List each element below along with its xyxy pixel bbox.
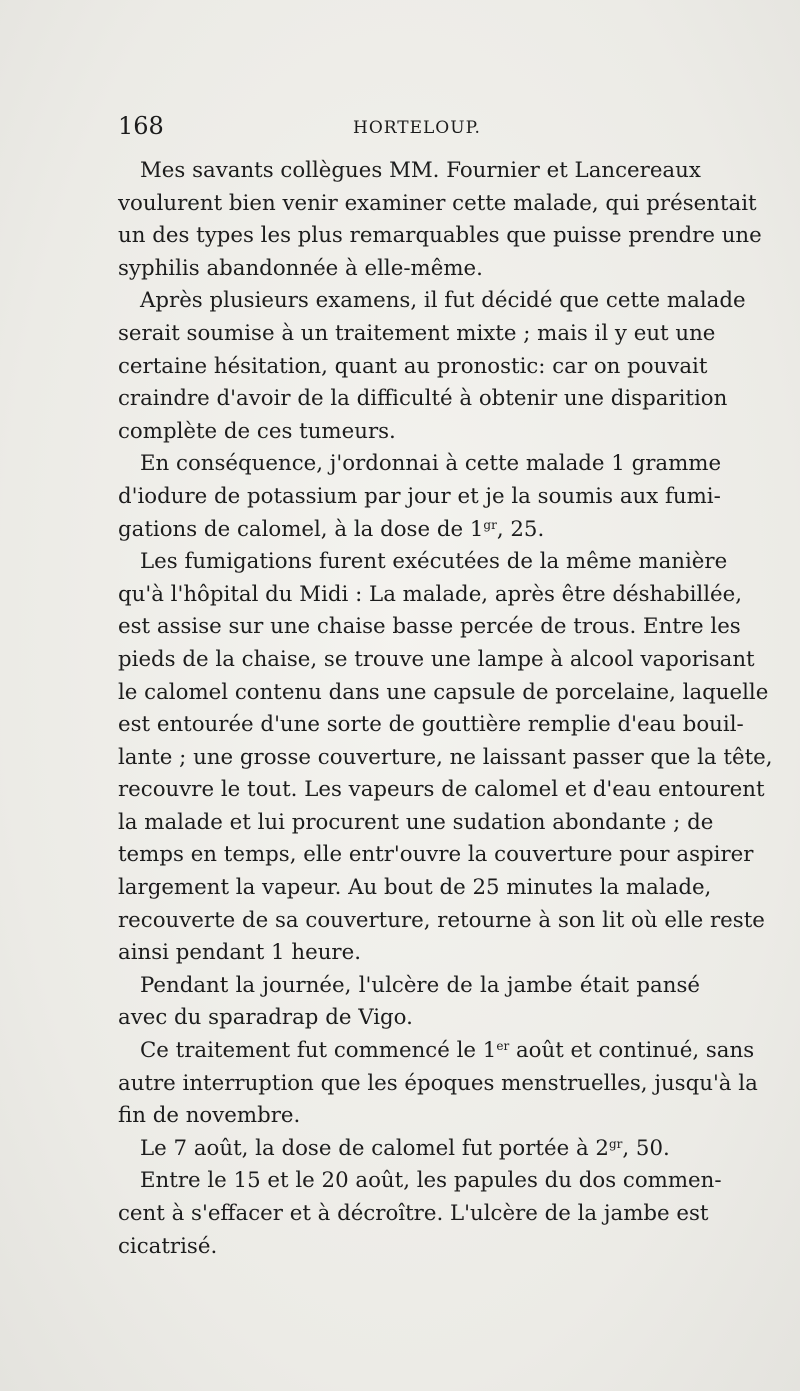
text-line: est entourée d'une sorte de gouttière remplie d'eau bouil- [118,712,744,738]
dose-unit: gr [608,1136,623,1151]
text-line: recouverte de sa couverture, retourne à son lit où elle reste [118,907,765,933]
text-line: ainsi pendant 1 heure. [118,940,361,966]
dose-line [118,514,700,547]
text-line: syphilis abandonnée à elle-même. [118,255,483,281]
text-line: est assise sur une chaise basse percée de trous. Entre les [118,614,741,640]
text-fragment: août et continué, sans [509,1038,755,1064]
paragraph [118,970,700,1035]
dose-value: , 25. [496,516,545,542]
text-line: Pendant la journée, l'ulcère de la jambe était pansé [140,972,700,998]
dose-text: Le 7 août, la dose de calomel fut portée à 2 [140,1135,609,1161]
dose-text: gations de calomel, à la dose de 1 [118,516,484,542]
text-line: craindre d'avoir de la difficulté à obtenir une disparition [118,386,728,412]
text-line: autre interruption que les époques menstruelles, jusqu'à la [118,1070,758,1096]
paragraph [118,546,773,970]
text-line: Mes savants collègues MM. Fournier et Lancereaux [140,158,701,183]
running-head: HORTELOUP. [353,118,481,138]
text-line: temps en temps, elle entr'ouvre la couverture pour aspirer [118,842,754,868]
text-line: certaine hésitation, quant au pronostic: car on pouvait [118,353,708,379]
text-line: avec du sparadrap de Vigo. [118,1005,413,1031]
text-line: cicatrisé. [118,1233,218,1259]
paragraph [118,448,722,546]
paragraph [118,1165,722,1263]
paragraph [118,155,762,285]
text-line [118,1035,755,1068]
text-line: Les fumigations furent exécutées de la même manière [140,549,728,575]
text-line: un des types les plus remarquables que puisse prendre une [118,223,762,249]
text-line: d'iodure de potassium par jour et je la soumis aux fumi- [118,483,721,509]
text-line: le calomel contenu dans une capsule de porcelaine, laquelle [118,679,769,705]
text-line: cent à s'effacer et à décroître. L'ulcère de la jambe est [118,1201,709,1226]
paragraph [118,1133,700,1166]
text-line: serait soumise à un traitement mixte ; mais il y eut une [118,320,716,346]
paragraph [118,1035,758,1133]
text-line: complète de ces tumeurs. [118,418,396,444]
body-text [118,155,773,1263]
page-number: 168 [118,112,164,140]
dose-value: , 50. [622,1135,670,1161]
dose-line [118,1133,700,1166]
text-line: recouvre le tout. Les vapeurs de calomel et d'eau entourent [118,777,765,803]
page-header [118,112,698,146]
dose-unit: gr [483,517,497,532]
text-line: lante ; une grosse couverture, ne laissant passer que la tête, [118,744,773,770]
text-line: En conséquence, j'ordonnai à cette malade 1 gramme [140,451,722,477]
text-line: pieds de la chaise, se trouve une lampe à alcool vaporisant [118,646,755,672]
text-line: Entre le 15 et le 20 août, les papules du dos commen- [140,1168,722,1194]
text-line: largement la vapeur. Au bout de 25 minutes la malade, [118,875,712,901]
text-line: fin de novembre. [118,1103,301,1129]
text-line: Après plusieurs examens, il fut décidé que cette malade [140,288,746,314]
text-line: qu'à l'hôpital du Midi : La malade, après être déshabillée, [118,581,742,607]
text-fragment: Ce traitement fut commencé le 1 [140,1038,497,1064]
text-line: la malade et lui procurent une sudation abondante ; de [118,809,714,835]
text-line: voulurent bien venir examiner cette malade, qui présentait [118,190,757,216]
ordinal-suffix: er [496,1039,510,1054]
paragraph [118,285,746,448]
